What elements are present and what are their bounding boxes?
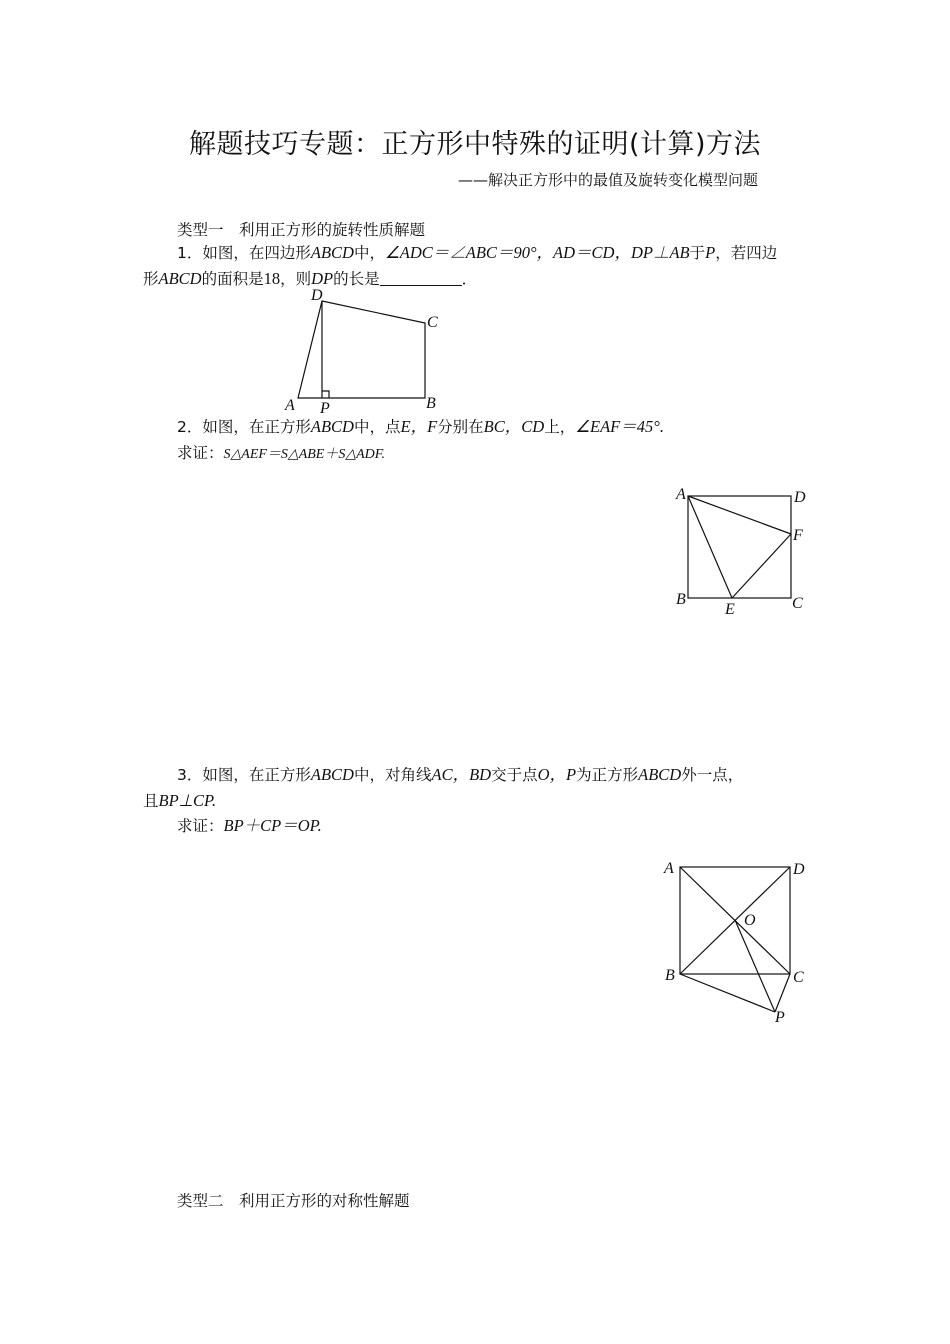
page-title: 解题技巧专题：正方形中特殊的证明(计算)方法 (188, 129, 762, 160)
q3-text: 交于点 (491, 766, 538, 784)
q1-number: 18 (263, 269, 281, 288)
q1-math: ABCD (158, 269, 202, 288)
q2-math: BC，CD (483, 417, 545, 436)
q1-math: ABCD (310, 243, 354, 262)
q1-text: 中， (353, 244, 385, 262)
q3-math: ABCD (310, 765, 354, 784)
q2-label-c: C (792, 595, 803, 612)
q1-text: ． (461, 270, 478, 288)
q1-math: DP⊥AB (630, 243, 690, 262)
q1-label-a: A (285, 397, 295, 414)
q3-label-p: P (775, 1009, 785, 1026)
q2-text: 上， (544, 418, 576, 436)
q3-text: 中，对角线 (353, 766, 432, 784)
q3-math: BP⊥CP. (158, 791, 217, 810)
q3-label-b: B (665, 967, 675, 984)
q3-label-a: A (664, 860, 674, 877)
q1-label-b: B (426, 395, 436, 412)
section-heading-type2: 类型二 利用正方形的对称性解题 (177, 1192, 410, 1210)
q3-label-c: C (793, 969, 804, 986)
q1-text: 的长是 (333, 270, 380, 288)
q3-proof-statement: BP＋CP＝OP. (223, 816, 322, 835)
q2-math: E，F (400, 417, 438, 436)
q3-text: 且 (143, 792, 159, 810)
section-heading-type1: 类型一 利用正方形的旋转性质解题 (177, 221, 426, 239)
q1-text: 的面积是 (201, 270, 264, 288)
q2-label-e: E (725, 601, 735, 618)
q3-segment-cp (775, 974, 790, 1012)
q3-math: ABCD (638, 765, 682, 784)
q2-proof-statement: S△AEF＝S△ABE＋S△ADF. (223, 447, 386, 462)
q2-num: 2．如图，在正方形 (177, 418, 311, 436)
q2-label-a: A (676, 486, 686, 503)
q2-label-f: F (793, 527, 803, 544)
q2-text: 分别在 (437, 418, 484, 436)
q2-label-b: B (676, 591, 686, 608)
q3-math: O，P (537, 765, 577, 784)
q1-label-p: P (320, 400, 330, 417)
q3-text: 外一点， (681, 766, 744, 784)
q1-text: ，则 (280, 270, 312, 288)
q1-num: 1．如图，在四边形 (177, 244, 311, 262)
page-subtitle: ——解决正方形中的最值及旋转变化模型问题 (458, 171, 759, 189)
q2-label-d: D (794, 489, 806, 506)
q1-label-c: C (427, 314, 438, 331)
q3-label-d: D (793, 861, 805, 878)
q2-text: 中，点 (353, 418, 401, 436)
q3-text: 为正方形 (576, 766, 639, 784)
q1-math: AD＝CD， (553, 243, 631, 262)
q3-math: AC，BD (431, 765, 492, 784)
q1-text: ，若四边 (715, 244, 778, 262)
q1-text: 于 (689, 244, 706, 262)
q1-math: DP (311, 269, 334, 288)
q1-text: 形 (143, 270, 159, 288)
q2-math: ABCD (310, 417, 354, 436)
q3-label-o: O (744, 912, 756, 929)
q2-math: ∠EAF＝45°. (575, 417, 664, 436)
proof-label: 求证： (177, 817, 224, 835)
q3-num: 3．如图，在正方形 (177, 766, 311, 784)
q1-label-d: D (311, 287, 323, 304)
q1-math: P (705, 243, 716, 262)
proof-label: 求证： (177, 444, 224, 462)
q1-math: ∠ADC＝∠ABC＝90°， (384, 243, 554, 262)
